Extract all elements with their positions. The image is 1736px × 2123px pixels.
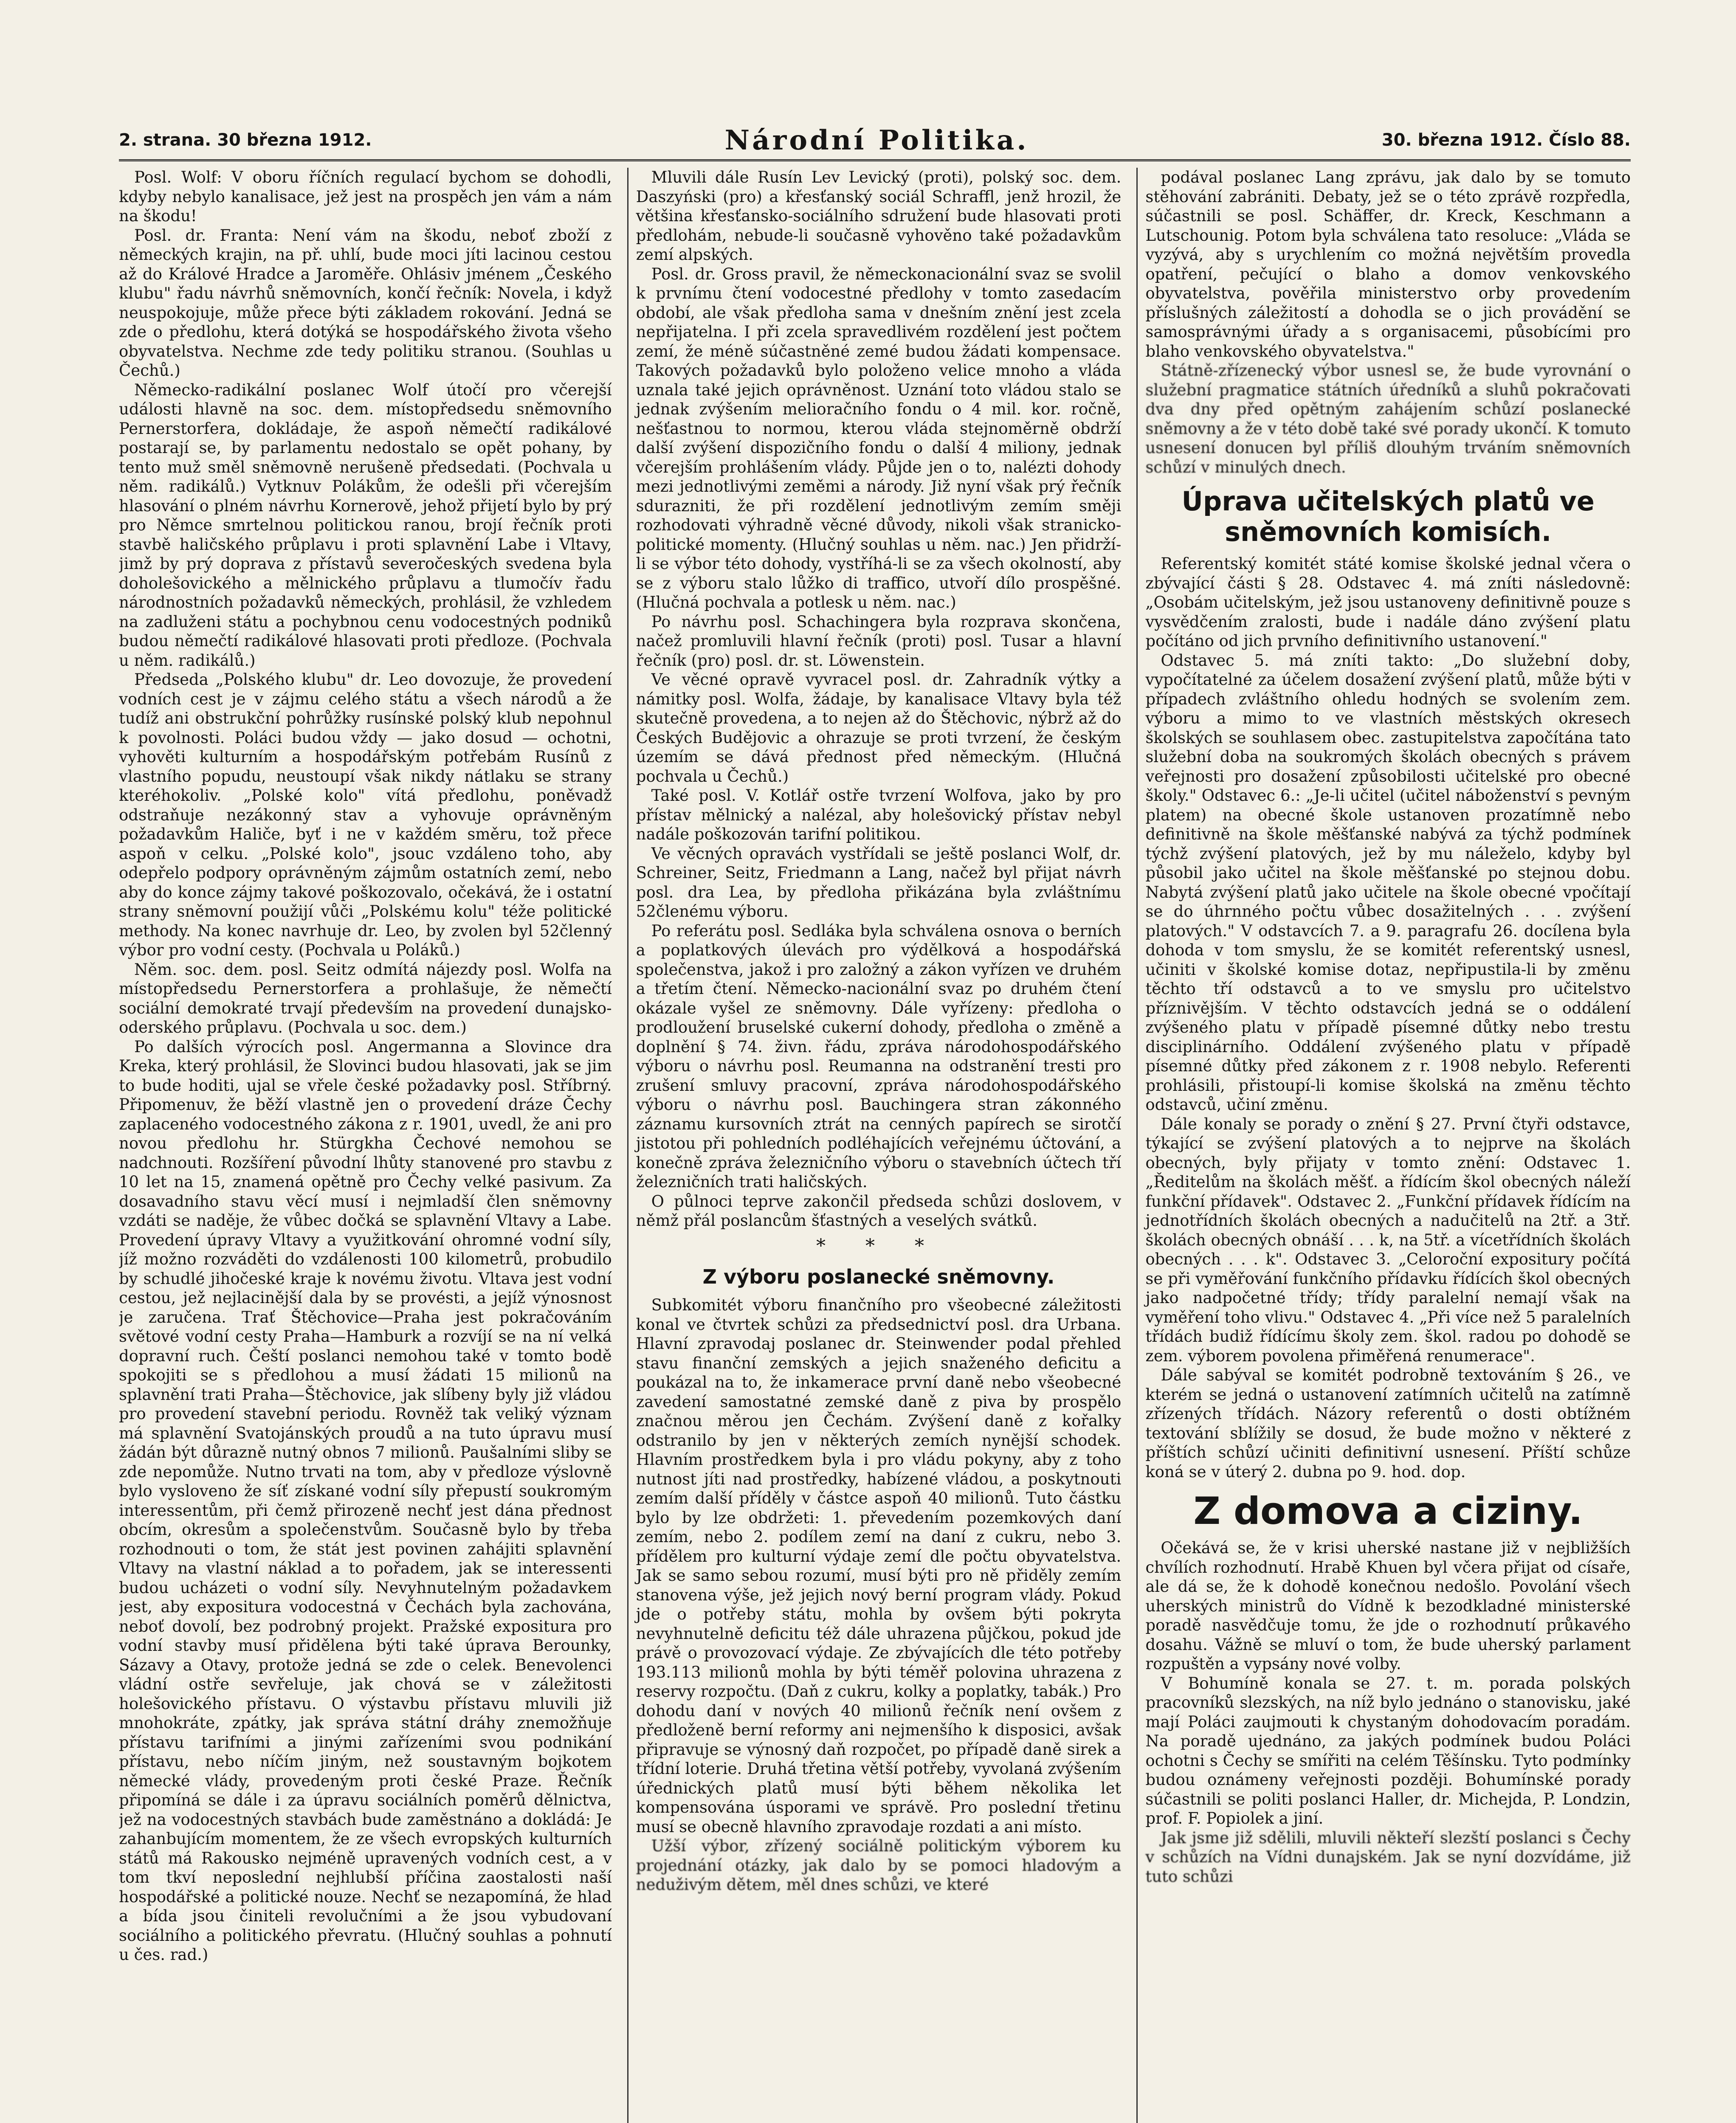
paragraph: Posl. dr. Gross pravil, že německonacionální svaz se svolil k prvnímu čtení vodocestné předlohy v tomto zasedacím období, ale však předloha sama v dnešním znění jest zcela nepřijatelna. I při zcela spravedlivém rozdělení jest počtem zemí, že méně súčastněné zemé budou žádati kompensace. Takových požadavků bylo položeno velice mnoho a vláda uznala také jejich oprávněnost. Uznání toto vládou stalo se jednak zvýšením melioračního fondu o 4 mil. kor. ročně, nešťastnou to normou, kterou vláda stejnoměrně obdrží další zvýšení dispozičního fondu o další 4 miliony, jednak včerejším prohlášením vlády. Půjde jen o to, nalézti dohody mezi jednotlivými zeměmi a národy. Již nyní však prý řečník sdurazniti, že při rozdělení jednotlivým zemím směji rozhodovati výhradně věcné důvody, nikoli však stranicko-politické momenty. (Hlučný souhlas u něm. nac.) Jen přidrží-li se výbor této dohody, vystříhá-li se za všech okolností, aby se z výboru stalo lůžko di traffico, utvoří dílo prospěšné. (Hlučná pochvala a potlesk u něm. nac.)	[636, 265, 1122, 611]
paragraph: Jak jsme již sdělili, mluvili někteří slezští poslanci s Čechy v schůzích na Vídni dunajském. Jak se nyní dozvídáme, již tuto schůzi	[1145, 1828, 1631, 1886]
paragraph: Státně-zřízenecký výbor usnesl se, že bude vyrovnání o služební pragmatice státních úředníků a sluhů pokračovati dva dny před opětným zahájením schůzí poslanecké sněmovny a že v této době také své porady ukončí. K tomuto usnesení donucen byl příliš dlouhým trváním sněmovních schůzí v minulých dnech.	[1145, 361, 1631, 476]
article-heading: Úprava učitelských platů ve sněmovních komisích.	[1181, 486, 1595, 547]
text-columns	[119, 168, 1631, 2123]
paragraph: Něm. soc. dem. posl. Seitz odmítá nájezdy posl. Wolfa na místopředsedu Pernerstorfera a prohlašuje, že němečtí sociální demokraté trvají především na provedení dunajsko-oderského průplavu. (Pochvala u soc. dem.)	[119, 960, 612, 1036]
paragraph: Užší výbor, zřízený sociálně politickým výborem ku projednání otázky, jak dalo by se pomoci hladovým a neduživým dětem, měl dnes schůzi, ve které	[636, 1837, 1122, 1894]
paragraph: Posl. Wolf: V oboru říčních regulací bychom se dohodli, kdyby nebylo kanalisace, jež jest na prospěch jen vám a nám na škodu!	[119, 168, 612, 225]
paragraph: Ve věcné opravě vyvracel posl. dr. Zahradník výtky a námitky posl. Wolfa, žádaje, by kanalisace Vltavy byla též skutečně provedena, a to nejen až do Štěchovic, nýbrž až do Českých Budějovic a ohrazuje se proti tvrzení, že českým územím se dává přednost před německým. (Hlučná pochvala u Čechů.)	[636, 670, 1122, 786]
page-header	[119, 121, 1631, 161]
section-heading: Z domova a ciziny.	[1193, 1489, 1583, 1533]
paragraph: Po návrhu posl. Schachingera byla rozprava skončena, načež promluvili hlavní řečník (proti) posl. Tusar a hlavní řečník (pro) posl. dr. st. Löwenstein.	[636, 612, 1122, 670]
paragraph: Očekává se, že v krisi uherské nastane již v nejbližších chvílích rozhodnutí. Hrabě Khuen byl včera přijat od císaře, ale dá se, že k dohodě konečnou nedošlo. Povolání všech uherských ministrů do Vídně k bezodkladné ministerské poradě nasvědčuje tomu, že jde o rozhodnutí průkavého dosahu. Vážně se mluví o tom, že bude uherský parlament rozpuštěn a vypsány nové volby.	[1145, 1539, 1631, 1673]
column-3	[1136, 168, 1631, 2123]
paragraph: Dále sabýval se komitét podrobně textováním § 26., ve kterém se jedná o ustanovení zatímních učitelů na zatímně zřízených třídách. Názory referentů o dosti obtížném textování sblížily se dosud, že bude možno v některé z příštích schůzí učiniti definitivní usnesení. Příští schůze koná se v úterý 2. dubna po 9. hod. dop.	[1145, 1366, 1631, 1481]
paragraph: Po dalších výrocích posl. Angermanna a Slovince dra Kreka, který prohlásil, že Slovinci budou hlasovati, jak se jim to bude hoditi, ujal se vřele české požadavky posl. Stříbrný. Připomenuv, že běží vlastně jen o provedení dráze Čechy zaplaceného vodocestného zákona z r. 1901, uvedl, že ani pro novou předlohu hr. Stürgkha Čechové nemohou se nadchnouti. Rozšíření původní lhůty stanovené pro stavbu z 10 let na 15, znamená opětně pro Čechy velké pasivum. Za dosavadního stavu věcí musí i nejmladší člen sněmovny vzdáti se naděje, že vůbec dočká se splavnění Vltavy a Labe. Provedení úpravy Vltavy a využitkování ohromné vodní síly, jíž možno rozváděti do vzdálenosti 100 kilometrů, probudilo by schudlé jihočeské kraje k novému životu. Vltava jest vodní cestou, jež nejlacinější dala by se provésti, a jejíž výnosnost je zaručena. Trať Štěchovice—Praha jest pokračováním světové vodní cesty Praha—Hamburk a rozvíjí se na ní velká dopravní ruch. Čeští poslanci nemohou také v tomto bodě spokojiti se s předlohou a musí žádati 15 milionů na splavnění trati Praha—Štěchovice, jak slíbeny byly již vládou pro provedení stavební periodu. Rovněž tak veliký význam má splavnění Svatojánských proudů a na tuto úpravu musí žádán být důrazně nutný obnos 7 milionů. Paušalními sliby se zde nepomůže. Nutno trvati na tom, aby v předloze výslovně bylo vysloveno že síť získané vodní síly přepustí soukromým interessentům, při čemž přirozeně nechť jest dána přednost obcím, okresům a společenstvům. Současně bylo by třeba rozhodnouti o tom, že stát jest povinen zahájiti splavnění Vltavy na vlastní náklad a to pořadem, jak se interessenti budou ucházeti o vodní síly. Nevyhnutelným požadavkem jest, aby expositura vodocestná v Čechách byla zachována, neboť dovolí, bez podrobný projekt. Pražské expositura pro vodní stavby musí přidělena býti také úprava Berounky, Sázavy a Otavy, protože jedná se zde o celek. Benevolenci vládní ostře sevřeluje, jak chová se v záležitosti holešovického přístavu. O výstavbu přístavu mluvili již mnohokráte, zpátky, jak správa státní dráhy znemožňuje přístavu tarifními a jinými zařízeními svou podnikání přístavu, nebo níčím jiným, než soustavným bojkotem německé vlády, provedeným proti české Praze. Řečník připomíná se dále i za úpravu sociálních poměrů dělnictva, jež na vodocestných stavbách bude zaměstnáno a dokládá: Je zahanbujícím momentem, že ze všech evropských kulturních států má Rakousko nejméně upravených vodních cest, a v tom tkví neposlední nejhlubší příčina zaostalosti naší hospodářské a politické nouze. Nechť se nezapomíná, že hlad a bída jsou činiteli revolučními a že jsou vybudovaní sociálního a politického převratu. (Hlučný souhlas a pohnutí u čes. rad.)	[119, 1037, 612, 1964]
paragraph: O půlnoci teprve zakončil předseda schůzi doslovem, v němž přál poslancům šťastných a veselých svátků.	[636, 1192, 1122, 1230]
newspaper-page	[119, 121, 1631, 2123]
paragraph: Dále konaly se porady o znění § 27. První čtyři odstavce, týkající se zvýšení platových a to nejprve na školách obecných, byly přijaty v tomto znění: Odstavec 1. „Ředitelům na školách měšť. a řídícím škol obecných náleží funkční přídavek". Odstavec 2. „Funkční přídavek řídícím na jednotřídních školách obecných a nadučitelů na 2tř. a 3tř. školách obecných obnáší . . . k, na 5tř. a vícetřídních školách obecných . . . k". Odstavec 3. „Celoroční expositury počítá se při vyměřování funkčního přídavku řídících škol obecných jako nadpočetné třídy; třídy paralelní nemají však na vyměření toho vlivu." Odstavec 4. „Při více než 5 paralelních třídách budiž řídícímu školy zem. škol. radou po dohodě se zem. výborem povolena přiměřená renumerace".	[1145, 1115, 1631, 1365]
paragraph: Ve věcných opravách vystřídali se ještě poslanci Wolf, dr. Schreiner, Seitz, Friedmann a Lang, načež byl přijat návrh posl. dra Lea, by předloha přikázána byla zvláštnímu 52členému výboru.	[636, 844, 1122, 921]
masthead-title: Národní Politika.	[724, 124, 1029, 156]
header-date-page: 2. strana. 30 března 1912.	[119, 130, 372, 150]
paragraph: Odstavec 5. má zníti takto: „Do služební doby, vypočítatelné za účelem dosažení zvýšení platů, může býti v případech zvláštního ohledu hodných se svolením zem. výboru a mimo to ve vlastních městských okresech školských se souhlasem obec. zastupitelstva započítána tato služební doba na soukromých školách obecných s právem veřejnosti pro dosažení způsobilosti učitelské pro obecné školy." Odstavec 6.: „Je-li učitel (učitel náboženství s pevným platem) na obecné škole ustanoven prozatímně nebo definitivně na škole měšťanské nabývá za týchž podmínek týchž zvýšení platových, jež by mu náleželo, kdyby byl působil jako učitel na škole měšťanské po stejnou dobu. Nabytá zvýšení platů jako učitele na škole obecné vpočítají se do úhrnného počtu vůbec dosažitelných . . . zvýšení platových." V odstavcích 7. a 9. paragrafu 26. docílena byla dohoda v tom smyslu, že se komitét referentský usnesl, učiniti v školské komise dotaz, nepřipustila-li by změnu těchto tří odstavců a to ve smyslu pro učitelstvo příznivějším. V těchto odstavcích jedná se o oddálení zvýšeného platu v případě písemné důtky nebo trestu disciplinárního. Oddálení zvýšeného platu v případě písemné důtky před zákonem z r. 1908 nebylo. Referenti prohlásili, přistoupí-li komise školská na změnu těchto odstavců, učiní změnu.	[1145, 651, 1631, 1114]
paragraph: Referentský komitét státé komise školské jednal včera o zbývající části § 28. Odstavec 4. má zníti následovně: „Osobám učitelským, jež jsou ustanoveny definitivně pouze s vysvědčením zralosti, bude i nadále dáno zvýšení platu počítáno od jich prvního definitivního ustanovení."	[1145, 555, 1631, 650]
paragraph: Mluvili dále Rusín Lev Levický (proti), polský soc. dem. Daszyński (pro) a křesťanský sociál Schraffl, jenž hrozil, že většina křesťansko-sociálního sdružení bude hlasovati proti předlohám, nebude-li současně vyhověno také požadavkům zemí alpských.	[636, 168, 1122, 264]
paragraph: V Bohumíně konala se 27. t. m. porada polských pracovníků slezských, na níž bylo jednáno o stanovisku, jaké mají Poláci zaujmouti k chystaným dohodovacím poradám. Na poradě ujednáno, za jakých podmínek budou Poláci ochotni s Čechy se smířiti na celém Těšínsku. Tyto podmínky budou oznámeny veřejnosti později. Bohumínské porady súčastnili se politi poslanci Haller, dr. Michejda, P. Londzin, prof. F. Popiolek a jiní.	[1145, 1674, 1631, 1827]
paragraph: podával poslanec Lang zprávu, jak dalo by se tomuto stěhování zabrániti. Debaty, jež se o této zprávě rozpředla, súčastnili se posl. Schäffer, dr. Kreck, Keschmann a Lutschounig. Potom byla schválena tato resoluce: „Vláda se vyzývá, aby s urychlením co možná největším provedla opatření, pečující o blaho a domov venkovského obyvatelstva, pověřila ministerstvo orby provedením příslušných záležitostí a dohodla se o jich provádění se samosprávnými úřady a s organisacemi, působícími pro blaho venkovského obyvatelstva."	[1145, 168, 1631, 360]
paragraph: Předseda „Polského klubu" dr. Leo dovozuje, že provedení vodních cest je v zájmu celého státu a všech národů a že tudíž ani obstrukční pohrůžky rusínské polský klub nepohnul k povolnosti. Poláci budou vždy — jako dosud — ochotni, vyhověti kulturním a hospodářským potřebám Rusínů z vlastního popudu, neustoupí však nikdy nátlaku se strany kteréhokoliv. „Polské kolo" vítá předlohu, poněvadž odstraňuje nezákonný stav a vyhovuje oprávněným požadavkům Haliče, byť i ne v každém směru, tož přece aspoň v celku. „Polské kolo", jsouc vzdáleno toho, aby odepřelo podpory oprávněným zájmům ostatních zemí, nebo aby do konce zájmy takové poškozovalo, očekává, že i ostatní strany sněmovní použijí vůči „Polskému kolu" téže politické methody. Na konec navrhuje dr. Leo, by zvolen byl 52členný výbor pro vodní cesty. (Pochvala u Poláků.)	[119, 670, 612, 959]
column-1	[119, 168, 612, 2123]
column-2	[627, 168, 1122, 2123]
paragraph: Německo-radikální poslanec Wolf útočí pro včerejší události hlavně na soc. dem. místopředsedu sněmovního Pernerstorfera, dokládaje, že aspoň němečtí radikálové postarají se, by parlamentu nedostalo se opět pohany, by tento muž směl sněmovně nerušeně předsedati. (Pochvala u něm. radikálů.) Vytknuv Polákům, že odešli při včerejším hlasování o plném návrhu Kornerově, jehož přijetí bylo by prý pro Němce smrtelnou politickou ranou, brojí řečník proti stavbě haličského průplavu i proti splavnění Labe i Vltavy, jimž by prý doprava z přístavů severočeských svedena byla doholešovického a mělnického průplavu a tlumočív řadu národnostních požadavků německých, prohlásil, že vzhledem na zadluženi státu a pochybnou cenu vodocestných podniků budou němečtí radikálové hlasovati proti předloze. (Pochvala u něm. radikálů.)	[119, 380, 612, 670]
header-date-issue: 30. března 1912. Číslo 88.	[1381, 130, 1631, 150]
paragraph: Také posl. V. Kotlář ostře tvrzení Wolfova, jako by pro přístav mělnický a nalézal, aby holešovický přístav nebyl nadále poškozován tarifní politikou.	[636, 786, 1122, 843]
paragraph: Po referátu posl. Sedláka byla schválena osnova o berních a poplatkových úlevách pro výdělková a hospodářská společenstva, jakož i pro založný a zákon vyřízen ve druhém a třetím čtení. Německo-nacionální svaz po druhém čtení okázale vyšel ze sněmovny. Dále vyřízeny: předloha o prodloužení bruselské cukerní dohody, předloha o změně a doplnění § 74. živn. řádu, zpráva národohospodářského výboru o návrhu posl. Reumanna na odstranění tresti pro zrušení smluvy pracovní, zpráva národohospodářského výboru o návrhu posl. Bauchingera stran zákonného záznamu kursovních ztrát na cenných papírech se sirotčí jistotou při pohledních podléhajících veřejnému účtování, a konečně zpráva železničního výboru o stavebních účtech tří železničních trati haličských.	[636, 921, 1122, 1191]
section-separator: * * *	[816, 1235, 941, 1257]
paragraph: Subkomitét výboru finančního pro všeobecné záležitosti konal ve čtvrtek schůzi za předsednictví posl. dra Urbana. Hlavní zpravodaj poslanec dr. Steinwender podal přehled stavu finanční zemských a jejich snaženého deficitu a poukázal na to, že inkamerace první daně nebo všeobecné zavedení samostatné zemské daně z piva by prospělo značnou měrou jen Čechám. Zvýšení daně z kořalky odstranilo by jen v některých zemích nynější schodek. Hlavním prostředkem byla i pro vládu pokyny, aby z toho nutnost jíti nad prostředky, habízené vládou, a poskytnouti zemím další příděly v částce aspoň 40 milionů. Tuto částku bylo by lze obdržeti: 1. převedením pozemkových daní zemím, nebo 2. podílem zemí na daní z cukru, nebo 3. přídělem pro kulturní výdaje zemí dle počtu obyvatelstva. Jak se samo sebou rozumí, musí býti pro ně přiděly zemím stanovena výše, jež jejich nový berní program vlády. Pokud jde o potřeby státu, mohla by ovšem býti pokryta nevyhnutelně deficitu též dále uhrazena půjčkou, pokud jde právě o provozovací výdaje. Ze zbývajících dle této potřeby 193.113 milionů mohla by býti téměř polovina uhrazena z reservy rozpočtu. (Daň z cukru, kolky a poplatky, tabák.) Pro dohodu daní v nových 40 milionů řečník není ovšem z předloženě berní reformy ani nejmenšího k disposici, avšak připravuje se výnosný daň rozpočet, po případě daně sirek a třídní loterie. Druhá třetina větší potřeby, vyvolaná zvýšením úřednických platů musí býti během několika let kompensována úsporami ve správě. Pro poslední třetinu musí se obecně hlavního zpravodaje rozdati a ani místo.	[636, 1296, 1122, 1836]
paragraph: Posl. dr. Franta: Není vám na škodu, neboť zboží z německých krajin, na př. uhlí, bude moci jíti lacinou cestou až do Králové Hradce a Jaroměře. Ohlásiv jménem „Českého klubu" řadu návrhů sněmovních, končí řečník: Novela, i když neuspokojuje, může přece býti základem rokování. Jedná se zde o předlohu, která dotýká se hospodářského života všeho obyvatelstva. Nechme zde tedy politiku stranou. (Souhlas u Čechů.)	[119, 226, 612, 380]
article-heading: Z výboru poslanecké sněmovny.	[702, 1265, 1055, 1288]
